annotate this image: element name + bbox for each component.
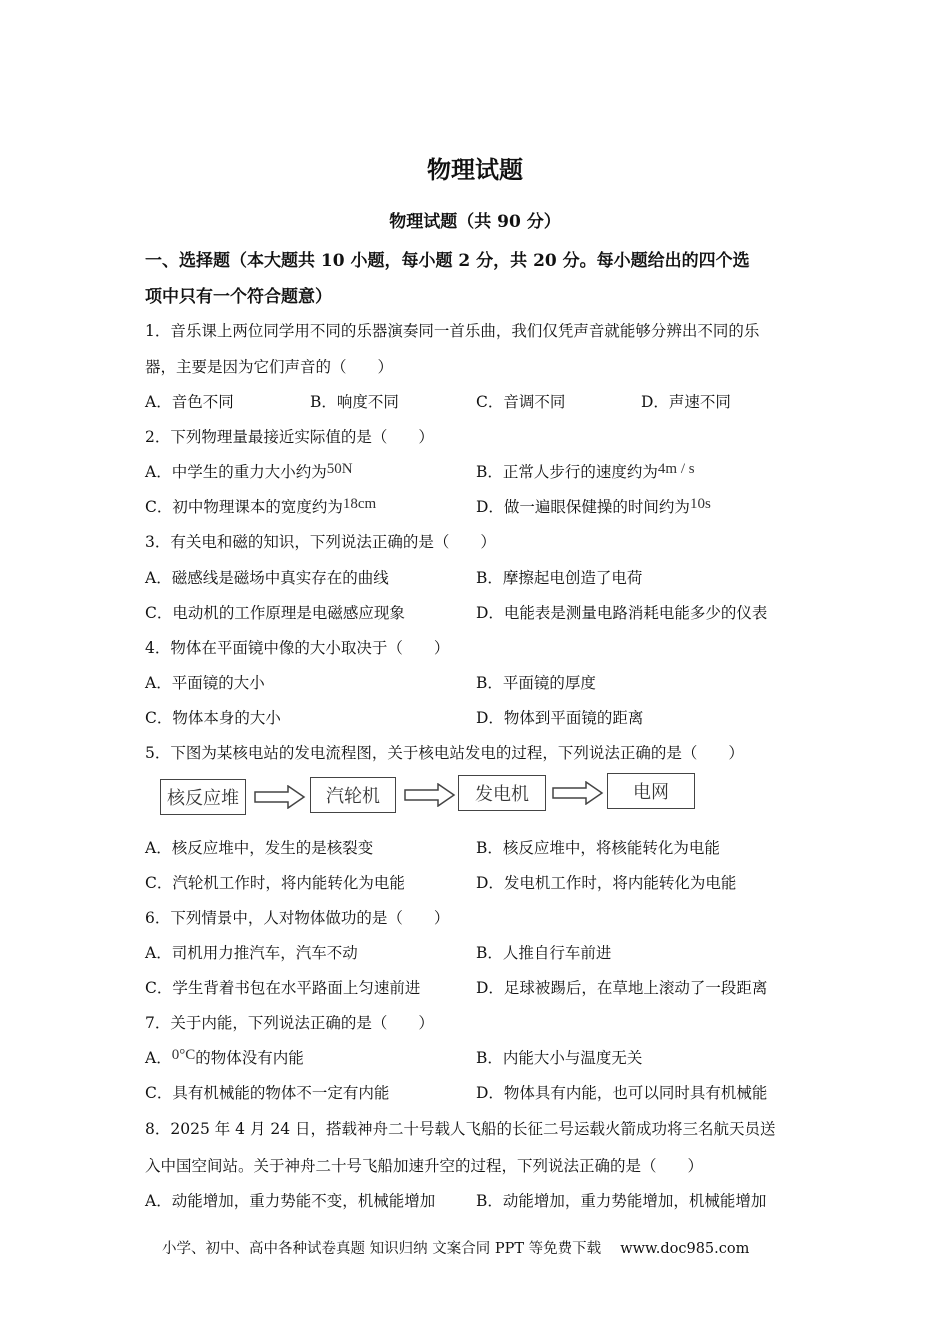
q4-option-b: B．平面镜的厚度	[476, 674, 596, 692]
q3-option-b: B．摩擦起电创造了电荷	[476, 569, 643, 587]
flow-box-generator: 发电机	[458, 775, 546, 811]
q6-option-b: B．人推自行车前进	[476, 944, 612, 962]
question-8-stem-cont: 入中国空间站。关于神舟二十号飞船加速升空的过程，下列说法正确的是（ ）	[145, 1157, 704, 1175]
q7-option-d: D．物体具有内能，也可以同时具有机械能	[476, 1084, 768, 1102]
q6-option-d: D．足球被踢后，在草地上滚动了一段距离	[476, 979, 768, 997]
q1-option-a: A．音色不同	[145, 393, 234, 411]
q5-option-b: B．核反应堆中，将核能转化为电能	[476, 839, 720, 857]
q4-option-a: A．平面镜的大小	[145, 674, 265, 692]
question-8-stem: 8．2025 年 4 月 24 日，搭载神舟二十号载人飞船的长征二号运载火箭成功将三名航天员送	[145, 1120, 776, 1138]
q1-option-d: D．声速不同	[641, 393, 731, 411]
q3-option-d: D．电能表是测量电路消耗电能多少的仪表	[476, 604, 768, 622]
question-6-stem: 6．下列情景中，人对物体做功的是（ ）	[145, 909, 450, 927]
q3-option-a: A．磁感线是磁场中真实存在的曲线	[145, 569, 389, 587]
q7-option-a: A．0°C的物体没有内能	[145, 1047, 304, 1067]
page-title: 物理试题	[427, 155, 523, 184]
q7-option-c: C．具有机械能的物体不一定有内能	[145, 1084, 390, 1102]
question-1-stem-cont: 器，主要是因为它们声音的（ ）	[145, 358, 394, 376]
flow-arrow-icon	[254, 785, 306, 809]
question-1-stem: 1．音乐课上两位同学用不同的乐器演奏同一首乐曲，我们仅凭声音就能够分辨出不同的乐	[145, 322, 760, 340]
q6-option-c: C．学生背着书包在水平路面上匀速前进	[145, 979, 421, 997]
q4-option-c: C．物体本身的大小	[145, 709, 281, 727]
q6-option-a: A．司机用力推汽车，汽车不动	[145, 944, 358, 962]
question-3-stem: 3．有关电和磁的知识，下列说法正确的是（ ）	[145, 533, 496, 551]
flow-box-reactor: 核反应堆	[160, 779, 246, 815]
q1-option-c: C．音调不同	[476, 393, 566, 411]
flow-arrow-icon	[552, 781, 604, 805]
q5-option-a: A．核反应堆中，发生的是核裂变	[145, 839, 374, 857]
page-footer: 小学、初中、高中各种试卷真题 知识归纳 文案合同 PPT 等免费下载 www.doc985.com	[162, 1241, 750, 1257]
question-7-stem: 7．关于内能，下列说法正确的是（ ）	[145, 1014, 434, 1032]
q7-option-b: B．内能大小与温度无关	[476, 1049, 643, 1067]
q5-option-d: D．发电机工作时，将内能转化为电能	[476, 874, 737, 892]
q4-option-d: D．物体到平面镜的距离	[476, 709, 644, 727]
q2-option-d: D．做一遍眼保健操的时间约为10s	[476, 496, 711, 516]
section-heading: 一、选择题（本大题共 10 小题，每小题 2 分，共 20 分。每小题给出的四个选	[145, 251, 750, 271]
question-2-stem: 2．下列物理量最接近实际值的是（ ）	[145, 428, 434, 446]
flow-arrow-icon	[404, 783, 456, 807]
q2-option-a: A．中学生的重力大小约为50N	[145, 461, 353, 481]
flow-box-turbine: 汽轮机	[310, 777, 396, 813]
q8-option-a: A．动能增加，重力势能不变，机械能增加	[145, 1192, 436, 1210]
exam-subtitle: 物理试题（共 90 分）	[389, 212, 561, 232]
q5-option-c: C．汽轮机工作时，将内能转化为电能	[145, 874, 405, 892]
q2-option-b: B．正常人步行的速度约为4m / s	[476, 461, 695, 481]
question-5-stem: 5．下图为某核电站的发电流程图，关于核电站发电的过程，下列说法正确的是（ ）	[145, 744, 744, 762]
q1-option-b: B．响度不同	[310, 393, 399, 411]
q3-option-c: C．电动机的工作原理是电磁感应现象	[145, 604, 405, 622]
section-heading-cont: 项中只有一个符合题意）	[145, 287, 332, 307]
flow-box-grid: 电网	[607, 773, 695, 809]
question-4-stem: 4．物体在平面镜中像的大小取决于（ ）	[145, 639, 450, 657]
flow-diagram	[160, 775, 700, 815]
q2-option-c: C．初中物理课本的宽度约为18cm	[145, 496, 377, 516]
q8-option-b: B．动能增加，重力势能增加，机械能增加	[476, 1192, 767, 1210]
